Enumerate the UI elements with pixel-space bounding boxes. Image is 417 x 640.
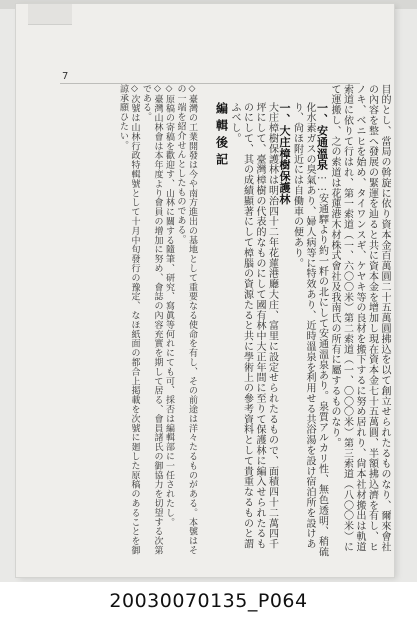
- section-2-body: 大庄樟樹保護林は明治四十二年花蓮港廳大庄、富里に設定せられたるもので、面積四十二萬四千坪にして、臺灣樟樹の代表的なものにして國有林中大正年間に至りて保護林に編入せられたるものにして、其の成績顯著にして樟腦の資源たると共に學術上の參考資料として貴重なるものと謂ふべし。: [229, 102, 278, 550]
- vertical-text-block: [64, 84, 390, 558]
- editor-postscript-heading: 編輯後記: [214, 102, 229, 170]
- section-1-title: 一、安通溫泉: [315, 102, 329, 171]
- section-2-title: 一、大庄樟樹保護林: [278, 102, 291, 205]
- editor-note-3: ◇臺灣山林會は本年度より會員の增加に努め、會誌の內容充實を期して居る、會員諸氏の御協力を切望する次第である。: [141, 84, 163, 555]
- editor-note-4: ◇次號は山林行政特輯號として十月中旬發行の豫定、なほ紙面の都合上掲載を次號に廻した原稿のあることを御諒承願ひたい。: [118, 84, 140, 555]
- page-number: 7: [62, 71, 69, 82]
- section-1: [290, 102, 328, 558]
- editor-note-2: ◇原稿の寄稿を歡迎す、山林に關する隨筆、研究、寫眞等何れにても可、採否は編輯部に一任されたし。: [164, 84, 174, 527]
- article-intro: 目的とし、當局の斡旋に依り資本金百萬圓二十五萬圓拂込を以て創立せられたるものなり、爾來會社の內容を整へ發展の緊運を辿ると共に資本金を增加し現在資本金七十五萬圓、半額拂込濟を有し、ヒノキ、ベニヒを始め、タイワンスギ、ケヤキ等の良材を搬下するに努め居れり、尙本社材搬出は軌道索道に依りて行はれ、第一索道（一、六〇〇米）第二索道（一、〇〇〇米）第三索道（八〇〇米）にて運搬し、之の索道は花蓮港木材株式會社及我南氏の所有に屬するものなり。: [329, 84, 390, 552]
- section-2: [228, 102, 291, 558]
- paper-fold: [28, 4, 72, 25]
- editor-note-1: ◇臺灣の工業開發は今や南方進出の基地として重要なる使命を有し、その前途は洋々たるものがある。本號はその一端を紹介せんとしたものである。: [175, 84, 197, 555]
- image-caption: 20030070135_P064: [109, 590, 308, 612]
- section-1-body: ……安通驛より約一粁の北にして安通溫泉あり。泉質アルカリ性、無色透明、稍硫化水素ガスの臭氣あり、婦人病等に特效あり、近時溫泉を利用せる共浴湯を設け宿泊所を設けあり、尙ほ附近には自働車の便あり。: [291, 102, 328, 558]
